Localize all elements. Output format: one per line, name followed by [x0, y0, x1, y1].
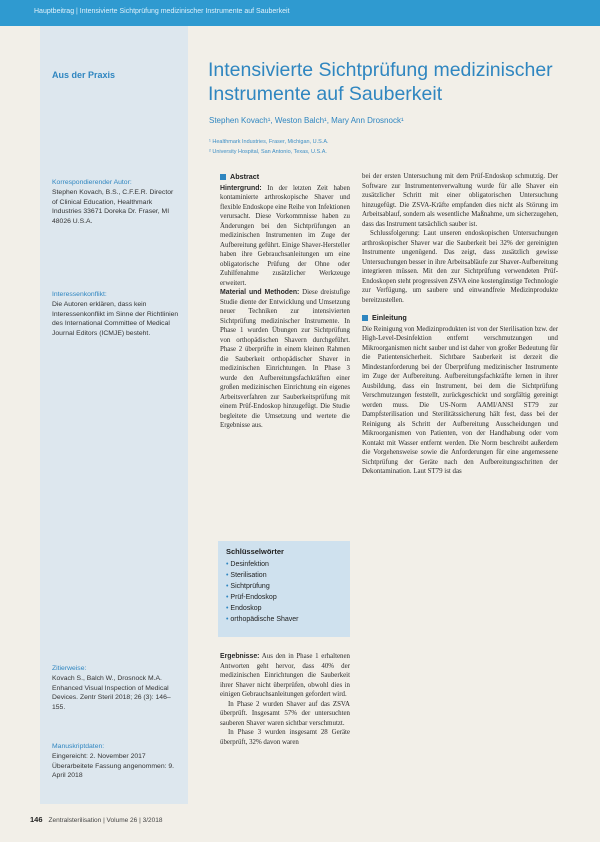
- square-icon: [220, 174, 226, 180]
- abstract-results: Ergebnisse: Aus den in Phase 1 erhaltenen Antworten geht hervor, dass 40% der medizinischen Einrichtungen die Sauberkeit ihrer Shaver nicht überprüfen, obwohl dies in einigen Gebrauchsanleitungen gefordert wird.: [220, 653, 350, 698]
- top-banner: [0, 0, 600, 26]
- conflict-heading: Interessenkonflikt:: [52, 291, 107, 298]
- keyword-item: • Desinfektion: [226, 559, 299, 570]
- intro-text: Die Reinigung von Medizinprodukten ist von der Sterilisation bzw. der High-Level-Desinfektion entfernt verschmutzungen und Mikroorganismen nicht sauber und ist daher von großer Bedeutung für die Patientensicherheit. Sichtbare Sauberkeit ist derzeit die Mindestanforderung bei der Überprüfung medizinischer Instrumente im Zuge der Aufbereitung. Aufbereitungsfachkräfte lernen in ihrer Ausbildung, dass ein Instrument, bei dem die Sichtprüfung Verschmutzungen feststellt, zurückgeschickt und sorgfältig gereinigt werden muss. Die US-Norm AAMI/ANSI ST79 zur Dampfsterilisation und Sterilitätssicherung hält fest, dass bei der Reinigung als Schritt der Aufbereitung Ausscheidungen und Mikroorganismen von Patienten, von der Handhabung oder vom Kontakt mit Wasser entfernt werden. Die Norm beschreibt außerdem die Vorgehensweise sowie die Anforderungen für eine angemessene Sichtprüfung der Geräte nach den Aufbereitungsschritten der Dekontamination. Laut ST79 ist das: [362, 325, 558, 475]
- keywords-title: Schlüsselwörter: [226, 547, 284, 556]
- affiliation-1: ¹ Healthmark Industries, Fraser, Michigan, U.S.A.: [209, 139, 329, 145]
- right-paragraph-1: bei der ersten Untersuchung mit dem Prüf-Endoskop schmutzig. Der Software zur Instrumentenverwaltung wurde für alle Shaver ein zusätzlicher Schritt mit einer obligatorischen Untersuchung hinzugefügt. Die ZSVA-Kräfte empfanden dies nicht als Störung im Arbeitsablauf, sondern als wesentliche Maßnahme, um sicherzugehen, dass das Instrument tatsächlich sauber ist.: [362, 173, 558, 228]
- keywords-list: [226, 559, 299, 625]
- abstract-heading: Abstract: [230, 172, 260, 181]
- intro-heading: Einleitung: [372, 313, 407, 322]
- page-footer: [30, 815, 162, 824]
- affiliation-2: ² University Hospital, San Antonio, Texas, U.S.A.: [209, 149, 327, 155]
- citation-block: [52, 664, 180, 712]
- section-label: Aus der Praxis: [52, 70, 116, 80]
- keyword-item: • Sterilisation: [226, 570, 299, 581]
- keyword-item: • Endoskop: [226, 603, 299, 614]
- abstract-background: Hintergrund: In der letzten Zeit haben kontaminierte arthroskopische Shaver und flexible Endoskope eine Reihe von Infektionen verursacht. Diese Vorkommnisse haben zu Änderungen bei den Sichtprüfungen an medizinischen Instrumenten im Zuge der Aufbereitung geführt. Einige Shaver-Hersteller haben ihre Gebrauchsanleitungen um eine obligatorische Prüfung der Ohne oder Zuhilfenahme zusätzlicher Werkzeuge erweitert.: [220, 184, 350, 287]
- corresponding-author-block: [52, 178, 180, 226]
- journal-info: Zentralsterilisation | Volume 26 | 3/2018: [48, 817, 163, 824]
- citation-text: Kovach S., Balch W., Drosnock M.A. Enhanced Visual Inspection of Medical Devices. Zentr Steril 2018; 26 (3): 146–155.: [52, 675, 171, 711]
- conflict-text: Die Autoren erklären, dass kein Interessenkonflikt im Sinne der Richtlinien des International Committee of Medical Journal Editors (ICMJE) besteht.: [52, 301, 179, 337]
- manuscript-block: [52, 742, 180, 781]
- article-title: Intensivierte Sichtprüfung medizinischer Instrumente auf Sauberkeit: [208, 59, 553, 105]
- results-paragraph-2: In Phase 2 wurden Shaver auf das ZSVA überprüft. Insgesamt 57% der untersuchten sauberen Shaver waren sichtbar verschmutzt.: [220, 700, 350, 727]
- keyword-item: • Sichtprüfung: [226, 581, 299, 592]
- page-number: 146: [30, 815, 43, 824]
- results-paragraph-3: In Phase 3 wurden insgesamt 28 Geräte überprüft, 32% davon waren: [220, 729, 350, 746]
- keyword-item: • orthopädische Shaver: [226, 614, 299, 625]
- article-authors: Stephen Kovach¹, Weston Balch¹, Mary Ann Drosnock¹: [209, 116, 404, 125]
- corresponding-heading: Korrespondierender Autor:: [52, 179, 132, 186]
- corresponding-text: Stephen Kovach, B.S., C.F.E.R. Director of Clinical Education, Healthmark Industries 33671 Doreka Dr. Fraser, MI 48026 U.S.A.: [52, 189, 174, 225]
- square-icon: [362, 315, 368, 321]
- citation-heading: Zitierweise:: [52, 665, 87, 672]
- results-column: [220, 652, 350, 747]
- manuscript-heading: Manuskriptdaten:: [52, 743, 105, 750]
- abstract-column: [220, 172, 350, 431]
- manuscript-text: Eingereicht: 2. November 2017 Überarbeitete Fassung angenommen: 9. April 2018: [52, 753, 175, 780]
- conflict-block: [52, 290, 180, 338]
- abstract-methods: Material und Methoden: Diese dreistufige Studie diente der Entwicklung und Umsetzung neuer Techniken zur intensivierten Sichtprüfung medizinischer Instrumente. In Phase 1 wurden Übungen zur Sichtprüfung von orthopädischen Shavern durchgeführt. Phase 2 überprüfte in einem kleinen Rahmen die Sauberkeit orthopädischer Shaver in medizinischen Einrichtungen. In Phase 3 wurde den Aufbereitungsfachkräften einer großen medizinischen Einrichtung ein eigenes Arbeitsverfahren zur Sauberkeitsprüfung mit einem Prüf-Endoskop hinzugefügt. Die Studie begleitete die Umsetzung und wertete die Ergebnisse aus.: [220, 289, 350, 429]
- right-paragraph-2: Schlussfolgerung: Laut unseren endoskopischen Untersuchungen arthroskopischer Shaver war die Sauberkeit bei 32% der gereinigten Instrumente ungenügend. Das zeigt, dass zusätzlich gewisse Untersuchungen besser in ihre Arbeitsabläufe zur Shaver-Aufbereitung integrieren müssen. Mit den zur Sichtprüfung verwendeten Prüf-Endoskopen steht progressiven ZSVA eine kostengünstige Technologie zur Verfügung, um saubere und einwandfreie Medizinprodukte bereitzustellen.: [362, 230, 559, 304]
- right-column: [362, 172, 558, 477]
- keyword-item: • Prüf-Endoskop: [226, 592, 299, 603]
- keywords-box: [218, 541, 350, 637]
- banner-text: Hauptbeitrag | Intensivierte Sichtprüfung medizinischer Instrumente auf Sauberkeit: [34, 8, 290, 15]
